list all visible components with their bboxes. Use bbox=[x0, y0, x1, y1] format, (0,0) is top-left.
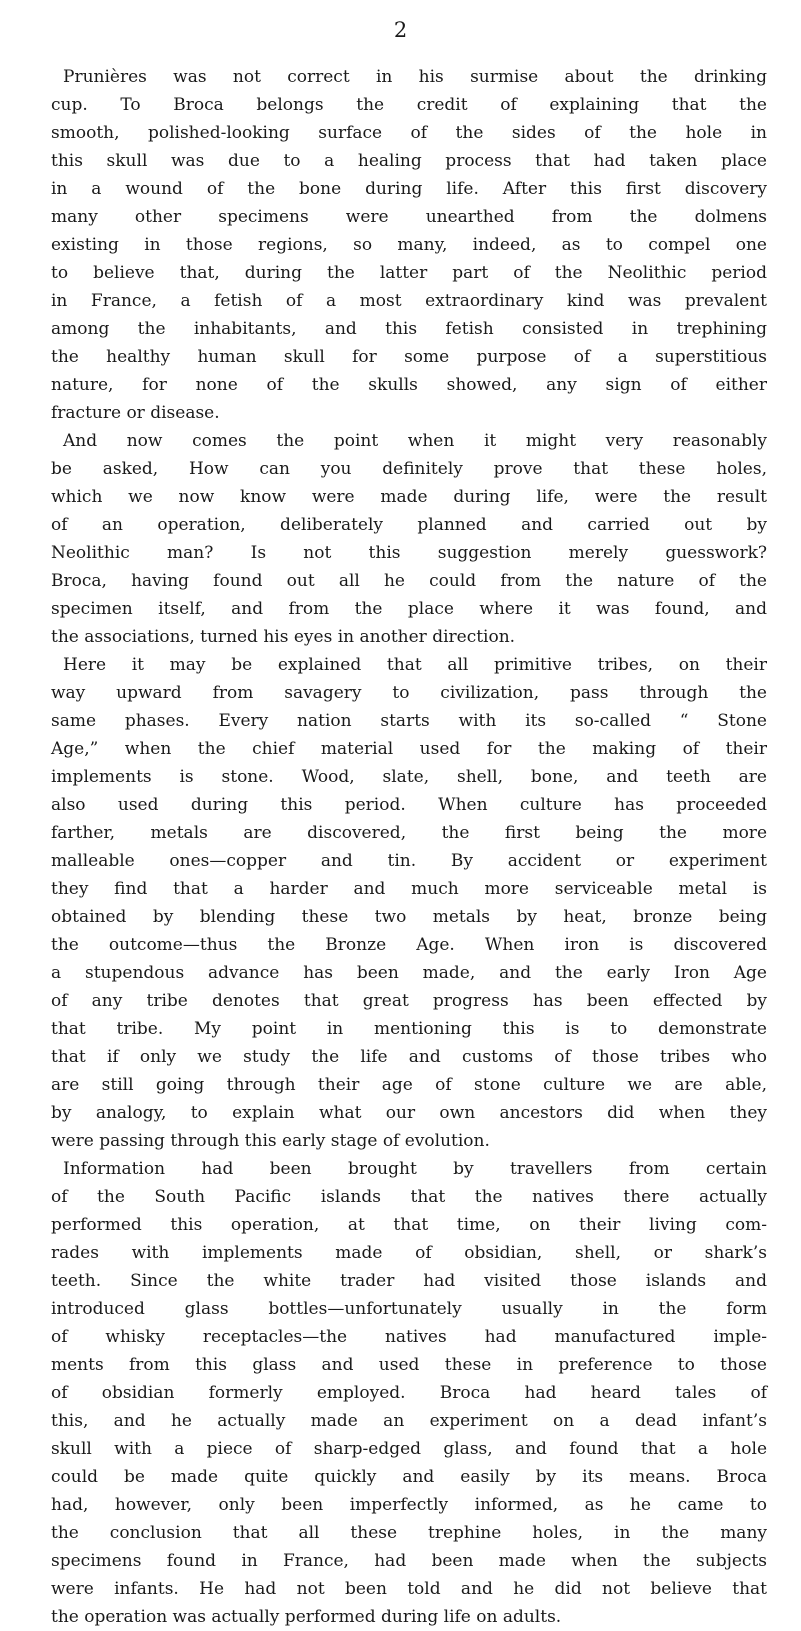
text-line: fracture or disease. bbox=[51, 403, 220, 423]
text-line: same phases. Every nation starts with its so-called “ Stone bbox=[51, 711, 767, 731]
text-line: of any tribe denotes that great progress has been effected by bbox=[51, 991, 767, 1011]
text-line: smooth, polished-looking surface of the sides of the hole in bbox=[51, 123, 767, 143]
text-line: which we now know were made during life, were the result bbox=[51, 487, 767, 507]
text-line: cup. To Broca belongs the credit of explaining that the bbox=[51, 95, 767, 115]
text-line: of the South Pacific islands that the natives there actually bbox=[51, 1187, 767, 1207]
text-line: could be made quite quickly and easily by its means. Broca bbox=[51, 1467, 767, 1487]
text-line: ments from this glass and used these in preference to those bbox=[51, 1355, 767, 1375]
text-line: a stupendous advance has been made, and the early Iron Age bbox=[51, 963, 767, 983]
text-line: of obsidian formerly employed. Broca had heard tales of bbox=[51, 1383, 767, 1403]
text-line: obtained by blending these two metals by heat, bronze being bbox=[51, 907, 767, 927]
text-line: skull with a piece of sharp-edged glass, and found that a hole bbox=[51, 1439, 767, 1459]
text-line: implements is stone. Wood, slate, shell, bone, and teeth are bbox=[51, 767, 767, 787]
text-line: of whisky receptacles—the natives had manufactured imple- bbox=[51, 1327, 767, 1347]
text-line: existing in those regions, so many, indeed, as to compel one bbox=[51, 235, 767, 255]
text-line: Age,” when the chief material used for the making of their bbox=[51, 739, 767, 759]
text-line: introduced glass bottles—unfortunately usually in the form bbox=[51, 1299, 767, 1319]
text-line: farther, metals are discovered, the first being the more bbox=[51, 823, 767, 843]
text-line: performed this operation, at that time, on their living com- bbox=[51, 1215, 767, 1235]
text-line: to believe that, during the latter part of the Neolithic period bbox=[51, 263, 767, 283]
text-line: Information had been brought by travellers from certain bbox=[63, 1159, 767, 1179]
text-line: teeth. Since the white trader had visited those islands and bbox=[51, 1271, 767, 1291]
text-line: the operation was actually performed during life on adults. bbox=[51, 1607, 562, 1627]
text-line: this skull was due to a healing process that had taken place bbox=[51, 151, 767, 171]
text-line: many other specimens were unearthed from the dolmens bbox=[51, 207, 767, 227]
text-line: nature, for none of the skulls showed, any sign of either bbox=[51, 375, 767, 395]
text-line: the associations, turned his eyes in another direction. bbox=[51, 627, 516, 647]
text-line: that if only we study the life and customs of those tribes who bbox=[51, 1047, 767, 1067]
text-line: in France, a fetish of a most extraordinary kind was prevalent bbox=[51, 291, 767, 311]
text-line: the conclusion that all these trephine holes, in the many bbox=[51, 1523, 767, 1543]
text-line: the outcome—thus the Bronze Age. When iron is discovered bbox=[51, 935, 767, 955]
text-line: of an operation, deliberately planned and carried out by bbox=[51, 515, 767, 535]
body-text bbox=[51, 63, 767, 1631]
text-line: in a wound of the bone during life. After this first discovery bbox=[51, 179, 767, 199]
text-line: malleable ones—copper and tin. By accident or experiment bbox=[51, 851, 767, 871]
text-line: be asked, How can you definitely prove that these holes, bbox=[51, 459, 767, 479]
text-line: Prunières was not correct in his surmise about the drinking bbox=[63, 67, 767, 87]
text-line: specimens found in France, had been made when the subjects bbox=[51, 1551, 767, 1571]
text-line: also used during this period. When culture has proceeded bbox=[51, 795, 767, 815]
text-line: Broca, having found out all he could from the nature of the bbox=[51, 571, 767, 591]
text-line: Neolithic man? Is not this suggestion merely guesswork? bbox=[51, 543, 767, 563]
text-line: the healthy human skull for some purpose of a superstitious bbox=[51, 347, 767, 367]
text-line: by analogy, to explain what our own ancestors did when they bbox=[51, 1103, 767, 1123]
text-line: that tribe. My point in mentioning this is to demonstrate bbox=[51, 1019, 767, 1039]
text-line: were passing through this early stage of evolution. bbox=[51, 1131, 490, 1151]
text-line: Here it may be explained that all primitive tribes, on their bbox=[63, 655, 767, 675]
text-line: specimen itself, and from the place where it was found, and bbox=[51, 599, 767, 619]
text-line: are still going through their age of stone culture we are able, bbox=[51, 1075, 767, 1095]
text-line: this, and he actually made an experiment on a dead infant’s bbox=[51, 1411, 767, 1431]
text-line: they find that a harder and much more serviceable metal is bbox=[51, 879, 767, 899]
text-line: among the inhabitants, and this fetish consisted in trephining bbox=[51, 319, 767, 339]
text-line: And now comes the point when it might very reasonably bbox=[63, 431, 767, 451]
page-number: 2 bbox=[393, 18, 408, 42]
text-line: rades with implements made of obsidian, shell, or shark’s bbox=[51, 1243, 767, 1263]
text-line: were infants. He had not been told and he did not believe that bbox=[51, 1579, 767, 1599]
text-line: way upward from savagery to civilization, pass through the bbox=[51, 683, 767, 703]
text-line: had, however, only been imperfectly informed, as he came to bbox=[51, 1495, 767, 1515]
